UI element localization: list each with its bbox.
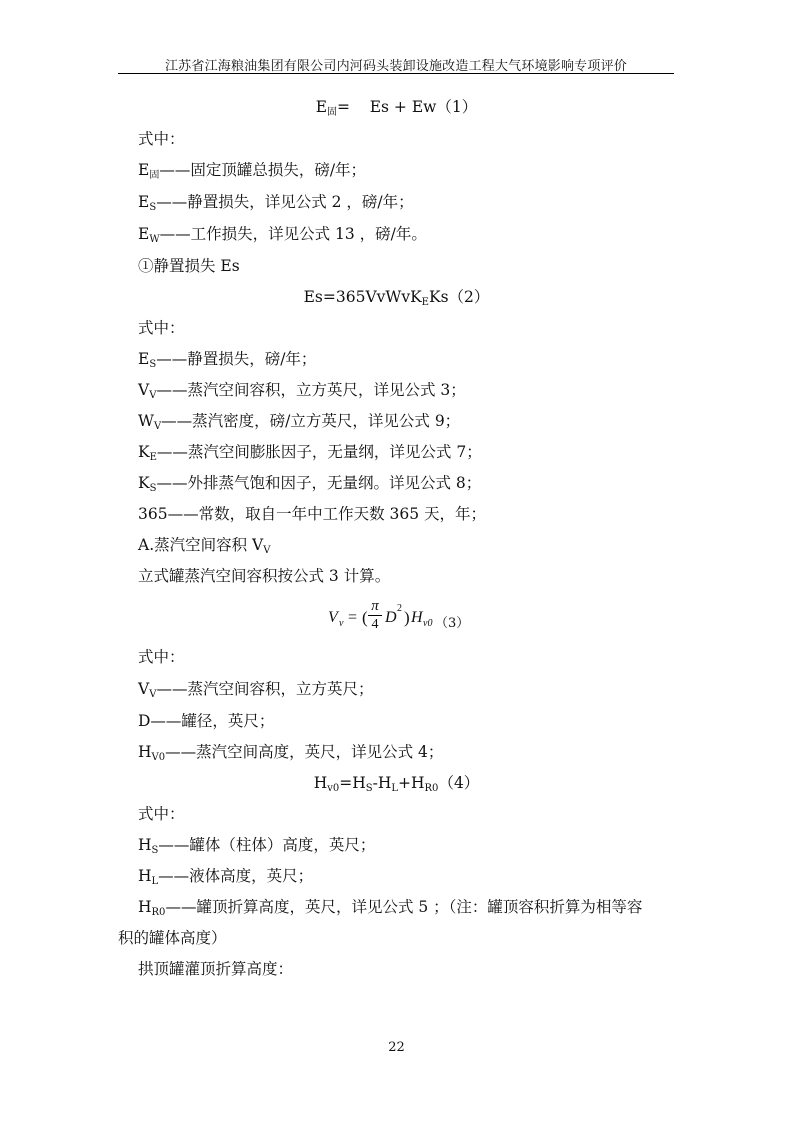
- formula-4: $H_{v0}=H_S-H_L+H_{R0}(4)$: [313, 774, 480, 794]
- page-header: 江苏省江海粮油集团有限公司内河码头装卸设施改造工程大气环境影响专项评价: [164, 59, 627, 74]
- formula-2: Es=365VvWvK$_E$Ks（2）: [303, 288, 490, 308]
- formula-3: V v = ( π 4 D 2 ) H v0 （3）: [328, 598, 470, 632]
- vertical-tank-text: 立式罐蒸汽空间容积按公式 3 计算。: [138, 567, 391, 585]
- where-label-3: 式中：: [138, 648, 185, 666]
- where-label-2: 式中：: [138, 319, 185, 337]
- dome-roof-text: 拱顶罐灌顶折算高度：: [138, 960, 294, 978]
- page-number: 22: [388, 1040, 405, 1055]
- definition-ke: $K_E——$蒸汽空间膨胀因子，无量纲，详见公式 7；: [138, 443, 482, 463]
- definition-hs: $H_S——$罐体（柱体）高度，英尺；: [138, 836, 376, 856]
- definition-wv: $W_V——$蒸汽密度，磅/立方英尺，详见公式 9；: [138, 412, 461, 432]
- definition-vv-2: $V_V——$蒸汽空间容积，立方英尺；: [138, 680, 374, 700]
- definition-ks: $K_S——$外排蒸气饱和因子，无量纲。详见公式 8；: [138, 474, 482, 494]
- definition-e-gu: $E_固——$固定顶罐总损失，磅/年；: [138, 161, 367, 181]
- where-label-1: 式中：: [138, 130, 185, 148]
- section-a-heading: A.蒸汽空间容积 $V_V$: [138, 536, 271, 556]
- standing-loss-heading: ①静置损失 Es: [138, 257, 240, 275]
- definition-hr0-continuation: 积的罐体高度）: [118, 929, 227, 947]
- where-label-4: 式中：: [138, 805, 185, 823]
- definition-hv0: $H_{V0}——$蒸汽空间高度，英尺，详见公式 4；: [138, 743, 444, 763]
- definition-ew: $E_W——$工作损失，详见公式 13 ，磅/年。: [138, 225, 427, 245]
- definition-es: $E_S——$静置损失，详见公式 2 ，磅/年；: [138, 193, 414, 213]
- definition-hl: $H_L——$液体高度，英尺；: [138, 867, 314, 887]
- definition-hr0: $H_{R0}——$罐顶折算高度，英尺，详见公式 5 ；（注：罐顶容积折算为相等容: [138, 898, 643, 918]
- header-rule: [118, 73, 674, 74]
- definition-vv: $V_V——$蒸汽空间容积，立方英尺，详见公式 3；: [138, 381, 466, 401]
- formula-1: $E_固=$ Es + Ew（1）: [315, 98, 478, 118]
- definition-es-2: $E_S——$静置损失，磅/年；: [138, 350, 317, 370]
- definition-365: 365——常数，取自一年中工作天数 365 天，年；: [138, 505, 487, 523]
- definition-d: D——罐径，英尺；: [138, 712, 275, 730]
